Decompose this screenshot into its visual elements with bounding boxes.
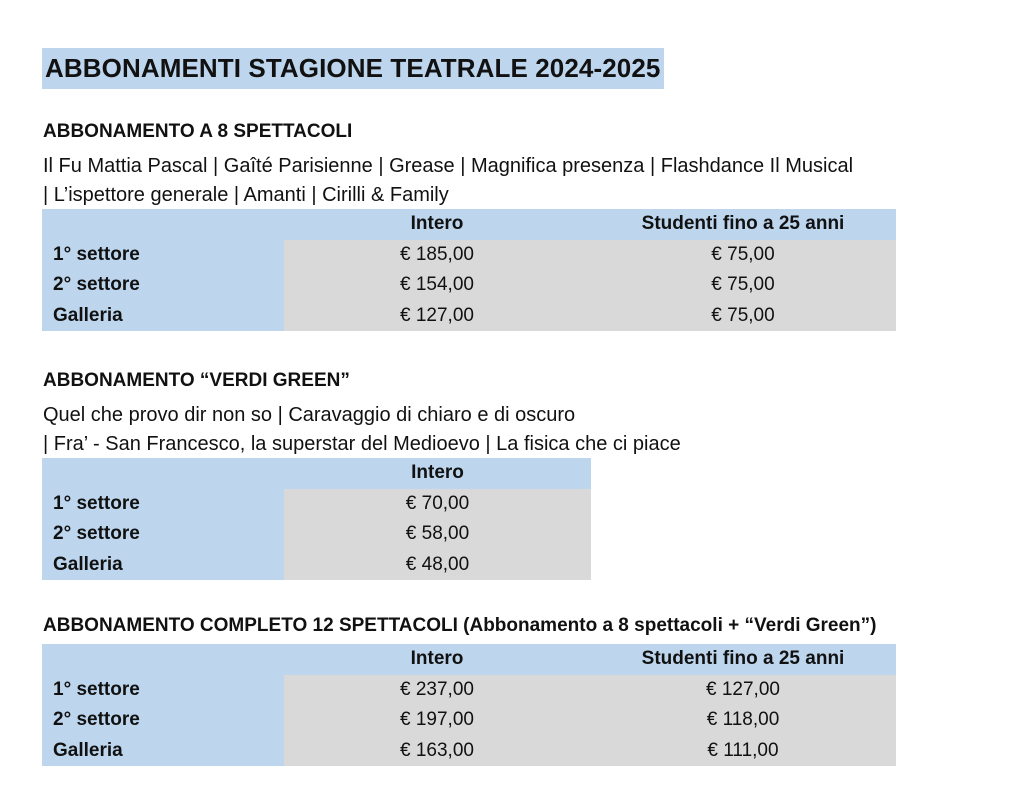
price-intero: € 185,00 (284, 240, 590, 271)
price-studenti: € 118,00 (590, 705, 896, 736)
header-cell-intero: Intero (284, 458, 591, 489)
price-studenti: € 75,00 (590, 301, 896, 332)
price-intero: € 70,00 (284, 489, 591, 520)
price-studenti: € 75,00 (590, 270, 896, 301)
table-row (42, 736, 896, 767)
show-list-line-2: | Fra’ - San Francesco, la superstar del Medioevo | La fisica che ci piace (43, 433, 681, 455)
header-cell-empty (42, 458, 284, 489)
row-label: Galleria (42, 550, 284, 581)
header-cell-intero: Intero (284, 644, 590, 675)
show-list-line-1: Il Fu Mattia Pascal | Gaîté Parisienne | Grease | Magnifica presenza | Flashdance Il Musical (43, 155, 854, 177)
section-title-verdi-green: ABBONAMENTO “VERDI GREEN” (43, 370, 350, 391)
table-row (42, 675, 896, 706)
table-row (42, 550, 591, 581)
header-cell-intero: Intero (284, 209, 590, 240)
price-intero: € 58,00 (284, 519, 591, 550)
show-list-line-2: | L’ispettore generale | Amanti | Cirilli & Family (43, 184, 449, 206)
price-intero: € 48,00 (284, 550, 591, 581)
table-row (42, 270, 896, 301)
row-label: 2° settore (42, 705, 284, 736)
row-label: Galleria (42, 301, 284, 332)
price-table-8-spettacoli (42, 209, 896, 331)
row-label: Galleria (42, 736, 284, 767)
show-list-line-1: Quel che provo dir non so | Caravaggio di chiaro e di oscuro (43, 404, 576, 426)
price-intero: € 197,00 (284, 705, 590, 736)
price-studenti: € 75,00 (590, 240, 896, 271)
price-intero: € 127,00 (284, 301, 590, 332)
price-studenti: € 127,00 (590, 675, 896, 706)
header-cell-empty (42, 209, 284, 240)
section-title-completo: ABBONAMENTO COMPLETO 12 SPETTACOLI (Abbonamento a 8 spettacoli + “Verdi Green”) (43, 615, 877, 636)
row-label: 1° settore (42, 675, 284, 706)
table-row (42, 519, 591, 550)
price-studenti: € 111,00 (590, 736, 896, 767)
table-header-row (42, 458, 591, 489)
section-title-8-spettacoli: ABBONAMENTO A 8 SPETTACOLI (43, 121, 353, 142)
row-label: 2° settore (42, 519, 284, 550)
price-intero: € 163,00 (284, 736, 590, 767)
table-row (42, 240, 896, 271)
table-header-row (42, 644, 896, 675)
header-cell-empty (42, 644, 284, 675)
header-cell-studenti: Studenti fino a 25 anni (590, 644, 896, 675)
row-label: 1° settore (42, 489, 284, 520)
table-row (42, 705, 896, 736)
header-cell-studenti: Studenti fino a 25 anni (590, 209, 896, 240)
row-label: 1° settore (42, 240, 284, 271)
table-row (42, 301, 896, 332)
table-row (42, 489, 591, 520)
price-table-verdi-green (42, 458, 591, 580)
price-intero: € 237,00 (284, 675, 590, 706)
price-table-completo (42, 644, 896, 766)
price-intero: € 154,00 (284, 270, 590, 301)
page-title: ABBONAMENTI STAGIONE TEATRALE 2024-2025 (42, 48, 664, 89)
row-label: 2° settore (42, 270, 284, 301)
table-header-row (42, 209, 896, 240)
